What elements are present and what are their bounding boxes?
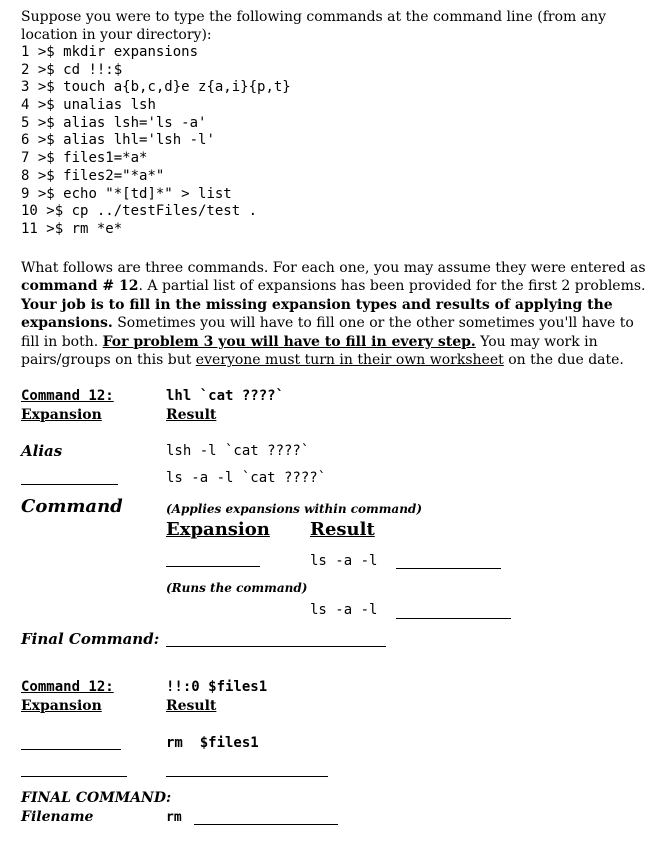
answer-blank[interactable] [21, 749, 121, 750]
command-line: 9 >$ echo "*[td]*" > list [21, 185, 232, 202]
inner-result-1: ls -a -l [310, 553, 378, 569]
command-line: 4 >$ unalias lsh [21, 97, 156, 114]
command-line: 11 >$ rm *e* [21, 220, 123, 237]
inner-result-header: Result [310, 519, 375, 540]
answer-blank[interactable] [166, 776, 328, 777]
command-line: 3 >$ touch a{b,c,d}e z{a,i}{p,t} [21, 79, 291, 96]
final-rm-prefix: rm [166, 810, 182, 825]
inner-expansion-header: Expansion [166, 519, 270, 540]
problem1-command: lhl `cat ????` [166, 388, 285, 404]
problem2-result-header: Result [166, 698, 217, 714]
inner-result-2: ls -a -l [310, 602, 378, 618]
problem2-command: !!:0 $files1 [166, 679, 268, 695]
final-command-label: Final Command: [21, 630, 160, 648]
command-line: 6 >$ alias lhl='lsh -l' [21, 132, 215, 149]
answer-blank[interactable] [396, 618, 511, 619]
command-line: 10 >$ cp ../testFiles/test . [21, 203, 258, 220]
problem2-expansion-header: Expansion [21, 698, 102, 714]
answer-blank[interactable] [21, 484, 118, 485]
problem2-result-1: rm $files1 [166, 735, 259, 751]
intro-text: Suppose you were to type the following commands at the command line (from any location in your directory): [21, 9, 607, 43]
command-line: 1 >$ mkdir expansions [21, 44, 199, 60]
answer-blank[interactable] [166, 566, 260, 567]
alias-label: Alias [21, 442, 63, 460]
problem1-result-header: Result [166, 407, 217, 423]
alias-result-1: lsh -l `cat ????` [166, 443, 310, 459]
command-line: 2 >$ cd !!:$ [21, 61, 123, 78]
problem1-command-label: Command 12: [21, 388, 114, 404]
answer-blank[interactable] [396, 568, 501, 569]
runs-note: (Runs the command) [166, 581, 308, 595]
final-command-label-2: FINAL COMMAND: [21, 790, 172, 806]
answer-blank[interactable] [166, 646, 386, 647]
problem1-expansion-header: Expansion [21, 407, 102, 423]
answer-blank[interactable] [194, 824, 338, 825]
command-line: 7 >$ files1=*a* [21, 150, 148, 167]
instructions-paragraph: What follows are three commands. For each one, you may assume they were entered as command # 12. A partial list of expansions has been provided for the first 2 problems. Your job is to fill in the missing expansion types and results of applying the expansions. Sometimes you will have to fill one or the other sometimes you'll have to fill in both. For problem 3 you will have to fill in every step. You may work in pairs/groups on this but everyone must turn in their own worksheet on the due date. [21, 260, 646, 369]
applies-note: (Applies expansions within command) [166, 502, 423, 516]
answer-blank[interactable] [21, 776, 127, 777]
command-sub-label: Command [21, 496, 123, 517]
alias-result-2: ls -a -l `cat ????` [166, 470, 327, 486]
command-line: 5 >$ alias lsh='ls -a' [21, 114, 207, 131]
filename-label: Filename [21, 809, 94, 825]
problem2-command-label: Command 12: [21, 679, 114, 695]
command-list [21, 44, 291, 239]
command-line: 8 >$ files2="*a*" [21, 167, 165, 184]
